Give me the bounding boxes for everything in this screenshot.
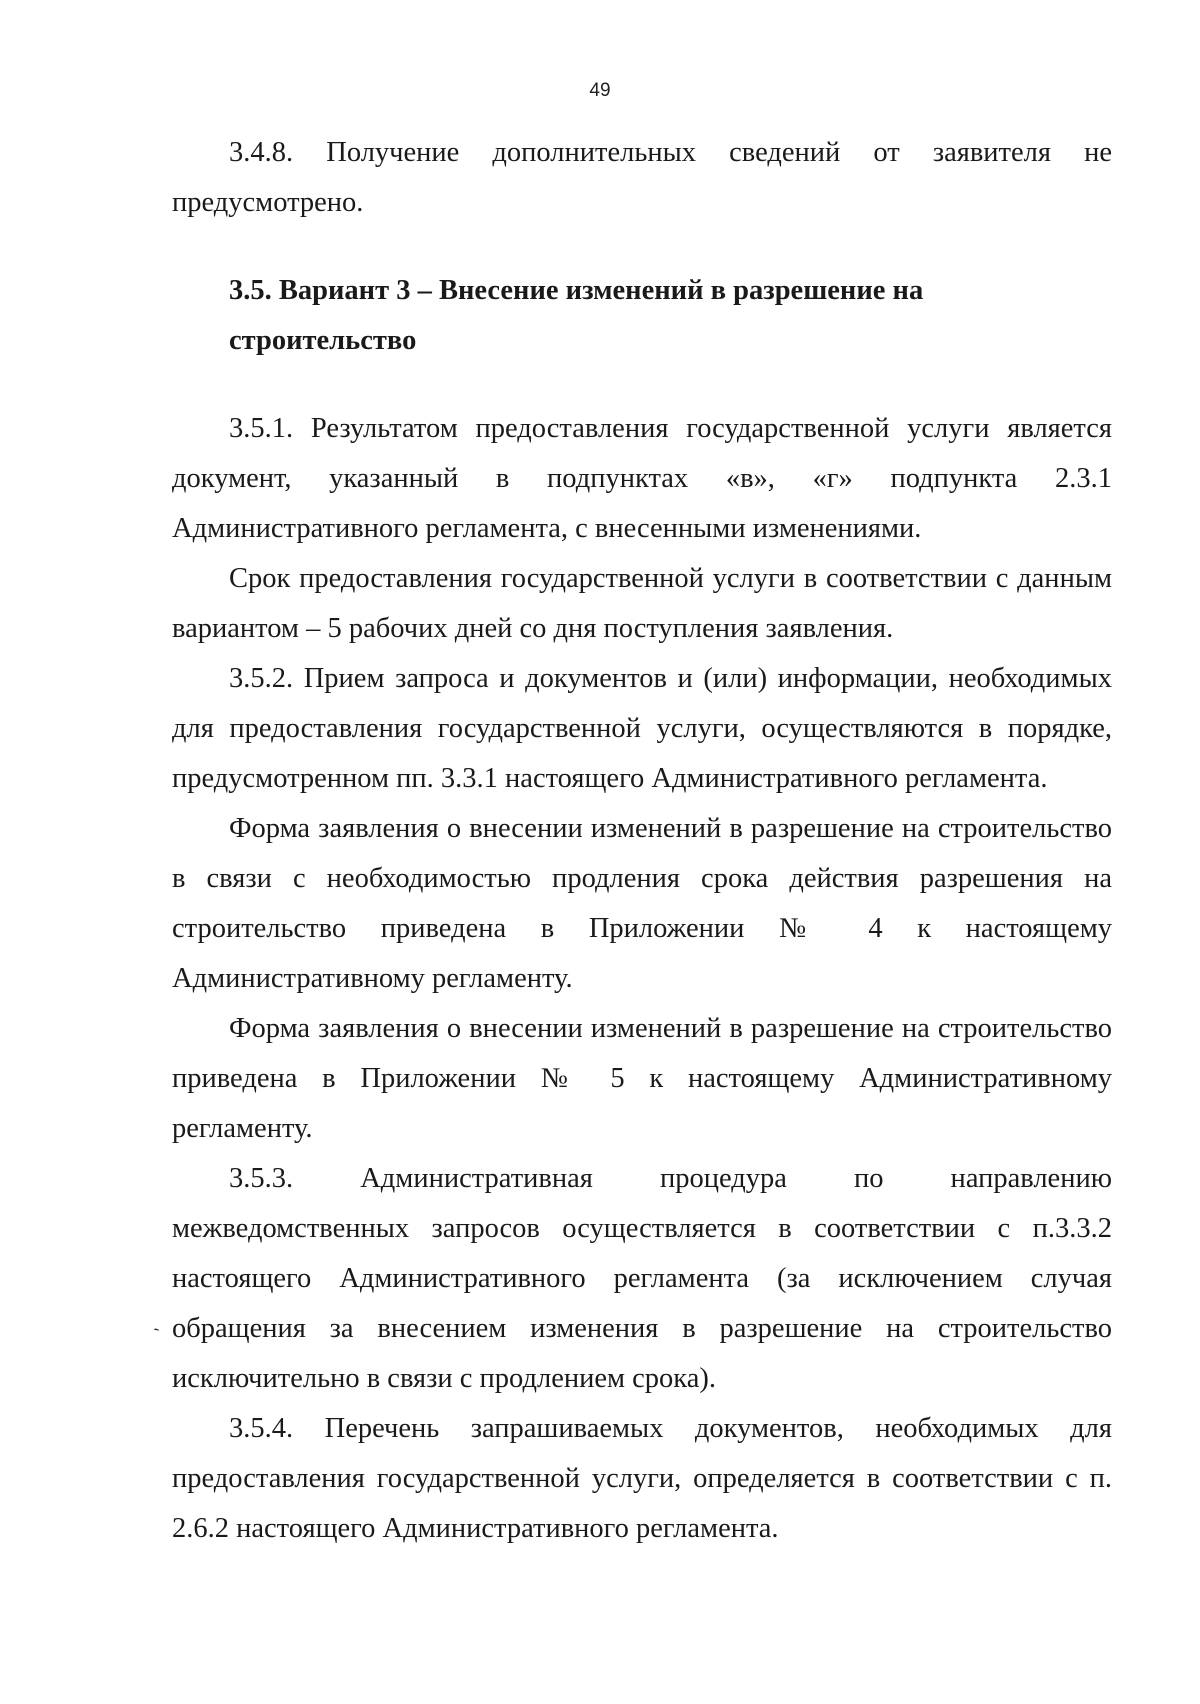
paragraph-3-5-3: 3.5.3. Административная процедура по направлению межведомственных запросов осуществляется в соответствии с п.3.3.2 настоящего Административного регламента (за исключением случая обращения за внесением изменения в разрешение на строительство исключительно в связи с продлением срока). <box>172 1163 1112 1394</box>
paragraph-term: Срок предоставления государственной услуги в соответствии с данным вариантом – 5 рабочих дней со дня поступления заявления. <box>172 563 1112 644</box>
paragraph-3-4-8: 3.4.8. Получение дополнительных сведений от заявителя не предусмотрено. <box>172 137 1112 218</box>
document-body <box>172 128 1112 1554</box>
margin-mark: ˏ <box>141 1307 161 1334</box>
paragraph-3-5-4: 3.5.4. Перечень запрашиваемых документов, необходимых для предоставления государственной услуги, определяется в соответствии с п. 2.6.2 настоящего Административного регламента. <box>172 1413 1112 1544</box>
page-number: 49 <box>589 80 611 101</box>
paragraph-form-appendix-5: Форма заявления о внесении изменений в разрешение на строительство приведена в Приложении № 5 к настоящему Административному регламенту. <box>172 1013 1112 1144</box>
section-heading: 3.5. Вариант 3 – Внесение изменений в разрешение на строительство <box>229 275 924 356</box>
paragraph-3-5-1: 3.5.1. Результатом предоставления государственной услуги является документ, указанный в подпунктах «в», «г» подпункта 2.3.1 Административного регламента, с внесенными изменениями. <box>172 413 1112 544</box>
paragraph-3-5-2: 3.5.2. Прием запроса и документов и (или) информации, необходимых для предоставления государственной услуги, осуществляются в порядке, предусмотренном пп. 3.3.1 настоящего Административного регламента. <box>172 663 1112 794</box>
paragraph-form-appendix-4: Форма заявления о внесении изменений в разрешение на строительство в связи с необходимостью продления срока действия разрешения на строительство приведена в Приложении № 4 к настоящему Административному регламенту. <box>172 813 1112 994</box>
